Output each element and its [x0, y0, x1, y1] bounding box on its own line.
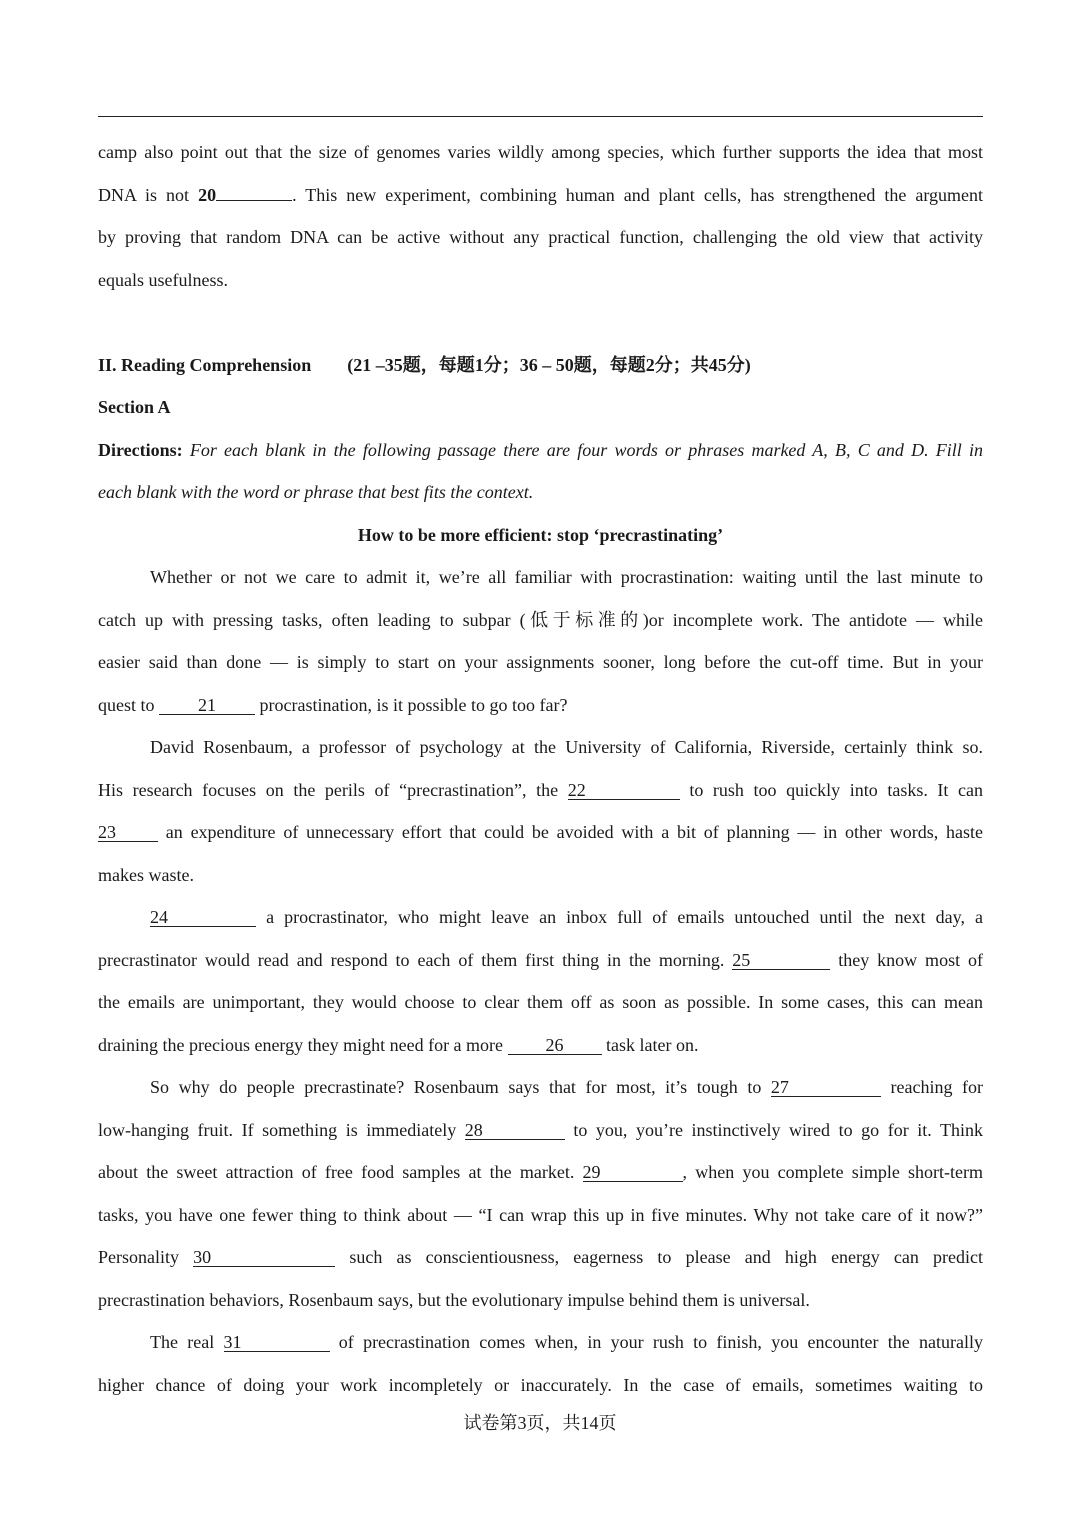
text-span: DNA is not [98, 184, 199, 205]
answer-blank-25: 25 [732, 951, 830, 970]
header-rule [98, 116, 983, 117]
text-span: low-hanging fruit. If something is immediately [98, 1119, 465, 1140]
text-line [98, 1066, 983, 1109]
text-line: precrastination behaviors, Rosenbaum says, but the evolutionary impulse behind them is universal. [98, 1289, 810, 1310]
text-span: a procrastinator, who might leave an inbox full of emails untouched until the next day, a [256, 907, 983, 927]
answer-blank-28: 28 [465, 1121, 565, 1140]
passage-paragraph-1 [98, 556, 983, 726]
text-line [98, 769, 983, 812]
text-line [98, 1109, 983, 1152]
text-span: task later on. [601, 1034, 699, 1055]
text-line: catch up with pressing tasks, often leading to subpar (低于标准的)or incomplete work. The antidote — while [98, 609, 983, 630]
spacer [98, 301, 983, 344]
directions-text: For each blank in the following passage there are four words or phrases marked A, B, C and D. Fill in [182, 439, 983, 460]
text-line [98, 174, 983, 217]
text-span: So why do people precrastinate? Rosenbaum says that for most, it’s tough to [150, 1077, 771, 1097]
section-subheading: Section A [98, 397, 171, 417]
text-line: equals usefulness. [98, 269, 228, 290]
answer-blank [216, 200, 292, 201]
carryover-paragraph [98, 131, 983, 301]
text-line [98, 1024, 983, 1067]
text-line: the emails are unimportant, they would choose to clear them off as soon as possible. In some cases, this can mean [98, 992, 983, 1012]
text-line [98, 1236, 983, 1279]
text-span: of precrastination comes when, in your rush to finish, you encounter the naturally [329, 1332, 983, 1352]
text-line: easier said than done — is simply to start on your assignments sooner, long before the cut-off time. But in your [98, 652, 983, 672]
answer-blank-27: 27 [771, 1078, 881, 1097]
passage-paragraph-5 [98, 1321, 983, 1406]
answer-blank-21: 21 [159, 696, 255, 715]
text-line: David Rosenbaum, a professor of psychology at the University of California, Riverside, certainly think so. [150, 737, 983, 757]
text-span: about the sweet attraction of free food samples at the market. [98, 1162, 583, 1182]
answer-blank-26: 26 [508, 1036, 602, 1055]
text-line: by proving that random DNA can be active without any practical function, challenging the old view that activity [98, 227, 983, 247]
directions-line [98, 429, 983, 472]
answer-blank-22: 22 [568, 781, 680, 800]
text-line: higher chance of doing your work incompletely or inaccurately. In the case of emails, sometimes waiting to [98, 1374, 983, 1395]
passage-paragraph-3 [98, 896, 983, 1066]
answer-blank-30: 30 [193, 1248, 335, 1267]
text-line: camp also point out that the size of genomes varies wildly among species, which further supports the idea that most [98, 142, 983, 162]
answer-blank-24: 24 [150, 908, 256, 927]
text-span: The real [150, 1332, 224, 1352]
text-span: Personality [98, 1247, 194, 1267]
text-line: makes waste. [98, 864, 194, 885]
directions-label: Directions: [98, 439, 183, 460]
section-title: II. Reading Comprehension [98, 354, 312, 375]
text-span: an expenditure of unnecessary effort that could be avoided with a bit of planning — in other words, haste [158, 822, 983, 842]
text-span: procrastination, is it possible to go too far? [255, 694, 568, 715]
answer-blank-29: 29 [583, 1163, 683, 1182]
exam-page-content [98, 131, 983, 1406]
text-span: draining the precious energy they might need for a more [98, 1034, 508, 1055]
text-span: reaching for [880, 1077, 984, 1097]
text-span: . This new experiment, combining human and plant cells, has strengthened the argument [292, 184, 983, 205]
page-footer: 试卷第3页，共14页 [463, 1413, 617, 1433]
text-line [98, 939, 983, 982]
answer-blank-23: 23 [98, 823, 158, 842]
passage-paragraph-4 [98, 1066, 983, 1321]
question-number: 20 [198, 184, 217, 205]
text-line [98, 1151, 983, 1194]
answer-blank-31: 31 [224, 1333, 330, 1352]
text-span: , when you complete simple short-term [682, 1162, 983, 1182]
directions-line: each blank with the word or phrase that best fits the context. [98, 482, 534, 502]
section-score-info: (21 –35题，每题1分；36 – 50题，每题2分；共45分) [347, 354, 751, 375]
passage-title: How to be more efficient: stop ‘precrastinating’ [357, 524, 724, 545]
text-span: His research focuses on the perils of “precrastination”, the [98, 779, 568, 800]
text-line [98, 684, 983, 727]
passage-paragraph-2 [98, 726, 983, 896]
text-line [98, 1321, 983, 1364]
text-span: they know most of [830, 949, 983, 970]
text-line [98, 896, 983, 939]
text-span: precrastinator would read and respond to each of them first thing in the morning. [98, 949, 733, 970]
text-span: to you, you’re instinctively wired to go for it. Think [564, 1119, 983, 1140]
text-span: such as conscientiousness, eagerness to please and high energy can predict [335, 1247, 983, 1267]
text-line: tasks, you have one fewer thing to think about — “I can wrap this up in five minutes. Why not take care of it now?” [98, 1204, 983, 1225]
section-heading [98, 344, 983, 387]
text-span: quest to [98, 694, 159, 715]
text-span: to rush too quickly into tasks. It can [679, 779, 983, 800]
text-line [98, 811, 983, 854]
text-line: Whether or not we care to admit it, we’re all familiar with procrastination: waiting until the last minute to [150, 567, 983, 587]
